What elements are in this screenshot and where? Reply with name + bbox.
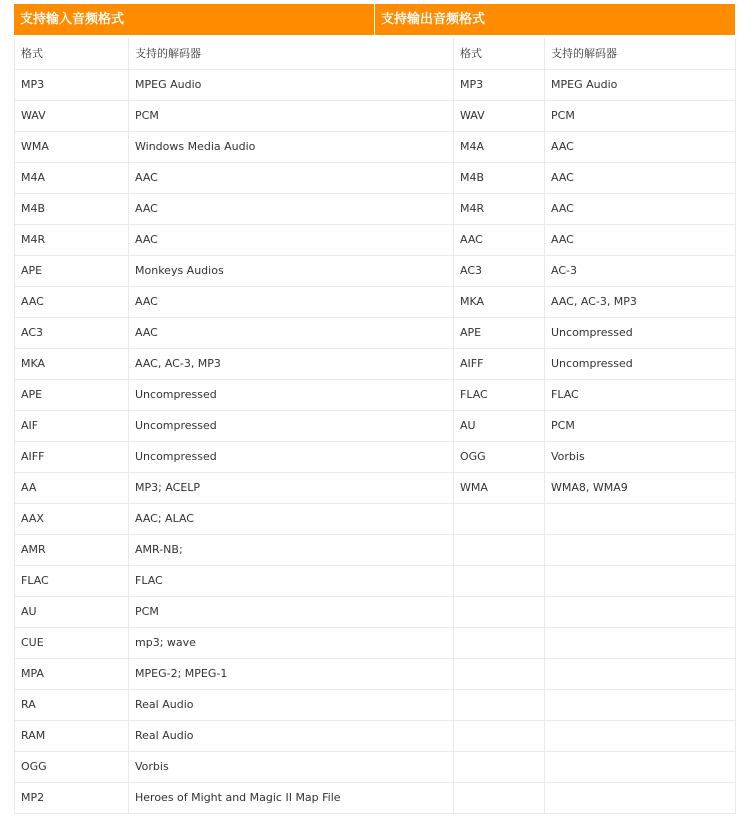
input-format-cell: WAV <box>15 100 129 131</box>
output-format-cell <box>454 658 545 689</box>
output-format-cell: APE <box>454 317 545 348</box>
input-decoder-cell: AAC <box>129 193 454 224</box>
input-format-cell: MKA <box>15 348 129 379</box>
input-format-cell: M4B <box>15 193 129 224</box>
output-format-cell: MP3 <box>454 69 545 100</box>
input-format-cell: AAC <box>15 286 129 317</box>
output-format-cell <box>454 596 545 627</box>
output-format-cell <box>454 534 545 565</box>
input-format-cell: RA <box>15 689 129 720</box>
input-decoder-cell: PCM <box>129 596 454 627</box>
input-decoder-cell: AAC, AC-3, MP3 <box>129 348 454 379</box>
table-row <box>15 720 736 751</box>
output-format-cell <box>454 503 545 534</box>
input-format-cell: AA <box>15 472 129 503</box>
output-format-cell: AU <box>454 410 545 441</box>
input-decoder-column-header: 支持的解码器 <box>129 38 454 69</box>
output-decoder-cell <box>545 751 736 782</box>
input-decoder-cell: AMR-NB; <box>129 534 454 565</box>
input-decoder-cell: AAC <box>129 224 454 255</box>
input-format-cell: M4A <box>15 162 129 193</box>
output-decoder-cell: PCM <box>545 410 736 441</box>
input-decoder-cell: Monkeys Audios <box>129 255 454 286</box>
input-format-cell: M4R <box>15 224 129 255</box>
output-format-column-header: 格式 <box>454 38 545 69</box>
table-row <box>15 193 736 224</box>
column-header-row <box>15 38 736 69</box>
output-decoder-cell: Uncompressed <box>545 348 736 379</box>
output-decoder-cell: MPEG Audio <box>545 69 736 100</box>
input-decoder-cell: mp3; wave <box>129 627 454 658</box>
input-decoder-cell: Real Audio <box>129 720 454 751</box>
format-support-table <box>14 4 735 814</box>
input-format-cell: AU <box>15 596 129 627</box>
input-format-cell: AMR <box>15 534 129 565</box>
table-row <box>15 782 736 813</box>
output-decoder-cell: WMA8, WMA9 <box>545 472 736 503</box>
table-row <box>15 255 736 286</box>
output-decoder-cell <box>545 627 736 658</box>
output-decoder-cell <box>545 565 736 596</box>
table-row <box>15 503 736 534</box>
output-format-cell: OGG <box>454 441 545 472</box>
output-format-cell: MKA <box>454 286 545 317</box>
input-format-cell: MP3 <box>15 69 129 100</box>
table-row <box>15 627 736 658</box>
input-format-cell: AAX <box>15 503 129 534</box>
table-row <box>15 472 736 503</box>
output-decoder-column-header: 支持的解码器 <box>545 38 736 69</box>
input-decoder-cell: MPEG-2; MPEG-1 <box>129 658 454 689</box>
input-formats-title: 支持输入音频格式 <box>14 4 375 35</box>
output-format-cell: FLAC <box>454 379 545 410</box>
output-format-cell: WMA <box>454 472 545 503</box>
input-format-cell: CUE <box>15 627 129 658</box>
table-row <box>15 100 736 131</box>
output-decoder-cell <box>545 503 736 534</box>
output-format-cell: AIFF <box>454 348 545 379</box>
output-format-cell <box>454 627 545 658</box>
input-decoder-cell: Uncompressed <box>129 441 454 472</box>
output-format-cell: M4R <box>454 193 545 224</box>
input-decoder-cell: Vorbis <box>129 751 454 782</box>
output-decoder-cell <box>545 658 736 689</box>
input-decoder-cell: Heroes of Might and Magic II Map File <box>129 782 454 813</box>
table-row <box>15 379 736 410</box>
table-row <box>15 441 736 472</box>
input-decoder-cell: AAC; ALAC <box>129 503 454 534</box>
input-format-cell: WMA <box>15 131 129 162</box>
table-row <box>15 224 736 255</box>
input-format-cell: APE <box>15 255 129 286</box>
table-header <box>14 4 735 35</box>
output-decoder-cell <box>545 782 736 813</box>
table-row <box>15 751 736 782</box>
output-formats-title: 支持输出音频格式 <box>381 12 486 27</box>
output-format-cell: M4A <box>454 131 545 162</box>
output-decoder-cell <box>545 534 736 565</box>
input-format-cell: AC3 <box>15 317 129 348</box>
output-decoder-cell: Vorbis <box>545 441 736 472</box>
input-decoder-cell: AAC <box>129 162 454 193</box>
input-format-column-header: 格式 <box>15 38 129 69</box>
output-decoder-cell: AAC, AC-3, MP3 <box>545 286 736 317</box>
table-row <box>15 689 736 720</box>
table-row <box>15 317 736 348</box>
output-format-cell: AC3 <box>454 255 545 286</box>
input-format-cell: MP2 <box>15 782 129 813</box>
input-decoder-cell: PCM <box>129 100 454 131</box>
output-decoder-cell <box>545 596 736 627</box>
input-decoder-cell: Real Audio <box>129 689 454 720</box>
table-row <box>15 69 736 100</box>
table-row <box>15 162 736 193</box>
input-format-cell: APE <box>15 379 129 410</box>
table-row <box>15 131 736 162</box>
table-row <box>15 286 736 317</box>
output-format-cell <box>454 565 545 596</box>
output-decoder-cell <box>545 689 736 720</box>
table-row <box>15 565 736 596</box>
output-format-cell: AAC <box>454 224 545 255</box>
input-format-cell: AIF <box>15 410 129 441</box>
table-row <box>15 534 736 565</box>
output-decoder-cell: AAC <box>545 131 736 162</box>
output-decoder-cell: AC-3 <box>545 255 736 286</box>
output-decoder-cell: AAC <box>545 193 736 224</box>
input-decoder-cell: AAC <box>129 317 454 348</box>
input-decoder-cell: Windows Media Audio <box>129 131 454 162</box>
output-decoder-cell: PCM <box>545 100 736 131</box>
output-decoder-cell: FLAC <box>545 379 736 410</box>
table-row <box>15 348 736 379</box>
table-row <box>15 596 736 627</box>
output-format-cell: M4B <box>454 162 545 193</box>
output-format-cell <box>454 689 545 720</box>
input-decoder-cell: Uncompressed <box>129 410 454 441</box>
output-decoder-cell: AAC <box>545 162 736 193</box>
output-decoder-cell: Uncompressed <box>545 317 736 348</box>
input-decoder-cell: Uncompressed <box>129 379 454 410</box>
input-format-cell: RAM <box>15 720 129 751</box>
input-decoder-cell: AAC <box>129 286 454 317</box>
output-format-cell <box>454 751 545 782</box>
table-row <box>15 410 736 441</box>
input-decoder-cell: FLAC <box>129 565 454 596</box>
table-row <box>15 658 736 689</box>
output-decoder-cell: AAC <box>545 224 736 255</box>
input-format-cell: FLAC <box>15 565 129 596</box>
input-decoder-cell: MPEG Audio <box>129 69 454 100</box>
output-decoder-cell <box>545 720 736 751</box>
input-format-cell: OGG <box>15 751 129 782</box>
input-format-cell: AIFF <box>15 441 129 472</box>
formats-grid <box>14 38 736 814</box>
output-format-cell: WAV <box>454 100 545 131</box>
output-format-cell <box>454 720 545 751</box>
input-format-cell: MPA <box>15 658 129 689</box>
input-decoder-cell: MP3; ACELP <box>129 472 454 503</box>
output-format-cell <box>454 782 545 813</box>
